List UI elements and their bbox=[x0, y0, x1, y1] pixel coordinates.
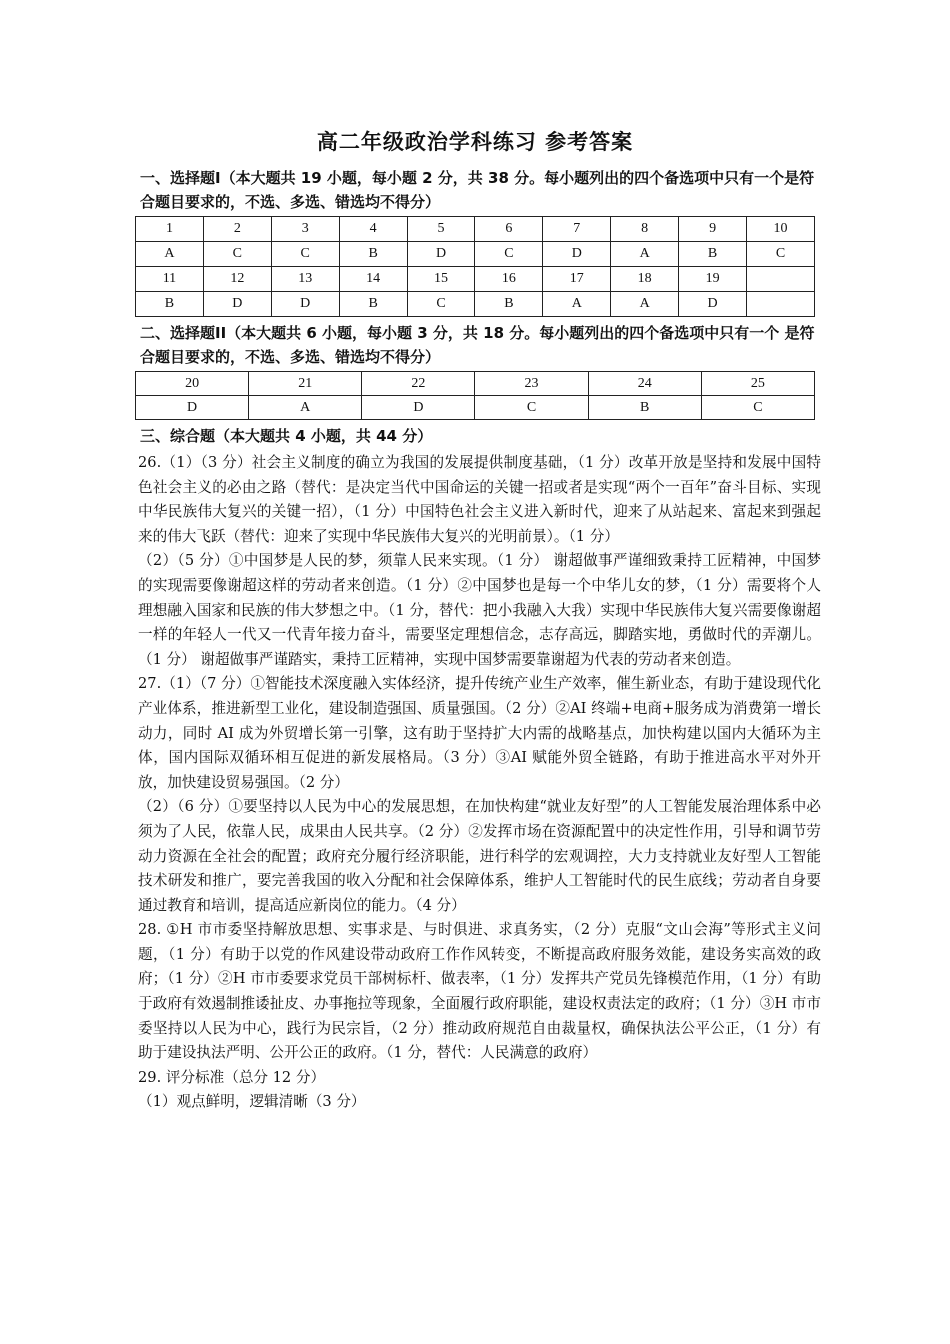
table-cell: 5 bbox=[407, 217, 475, 242]
section2-answer-table bbox=[135, 371, 815, 420]
table-cell: D bbox=[407, 242, 475, 267]
table-cell: C bbox=[701, 396, 814, 420]
table-row bbox=[136, 292, 815, 317]
table-cell: A bbox=[611, 292, 679, 317]
table-cell bbox=[747, 267, 815, 292]
answer-26-2: （2）（5 分）①中国梦是人民的梦，须靠人民来实现。（1 分） 谢超做事严谨细致秉持工匠精神，中国梦的实现需要像谢超这样的劳动者来创造。（1 分）②中国梦也是每一个中华儿女的梦，（1 分）需要将个人理想融入国家和民族的伟大梦想之中。（1 分，替代：把小我融入大我）实现中华民族伟大复兴需要像谢超一样的年轻人一代又一代青年接力奋斗，需要坚定理想信念，志存高远，脚踏实地，勇做时代的弄潮儿。（1 分） 谢超做事严谨踏实，秉持工匠精神，实现中国梦需要靠谢超为代表的劳动者来创造。 bbox=[138, 552, 821, 668]
table-cell: A bbox=[136, 242, 204, 267]
answer-29-1: （1）观点鲜明，逻辑清晰（3 分） bbox=[138, 1093, 366, 1111]
table-cell: 2 bbox=[203, 217, 271, 242]
table-cell: 14 bbox=[339, 267, 407, 292]
table-cell: 15 bbox=[407, 267, 475, 292]
answer-27-1: 27.（1）（7 分）①智能技术深度融入实体经济，提升传统产业生产效率，催生新业态，有助于建设现代化产业体系，推进新型工业化，建设制造强国、质量强国。（2 分）②AI 终端+电商+服务成为消费第一增长动力，同时 AI 成为外贸增长第一引擎，这有助于坚持扩大内需的战略基点，加快构建以国内大循环为主体，国内国际双循环相互促进的新发展格局。（3 分）③AI 赋能外贸全链路，有助于推进高水平对外开放，加快建设贸易强国。（2 分） bbox=[138, 675, 821, 791]
table-row bbox=[136, 267, 815, 292]
table-cell: 9 bbox=[679, 217, 747, 242]
table-row bbox=[136, 372, 815, 396]
table-cell: C bbox=[271, 242, 339, 267]
table-cell: 25 bbox=[701, 372, 814, 396]
section1-answer-table bbox=[135, 216, 815, 317]
answer-28: 28. ①H 市市委坚持解放思想、实事求是、与时俱进、求真务实，（2 分）克服“文山会海”等形式主义问题，（1 分）有助于以党的作风建设带动政府工作作风转变，不断提高政府服务效能，建设务实高效的政府；（1 分）②H 市市委要求党员干部树标杆、做表率，（1 分）发挥共产党员先锋模范作用，（1 分）有助于政府有效遏制推诿扯皮、办事拖拉等现象，全面履行政府职能，建设权责法定的政府；（1 分）③H 市市委坚持以人民为中心，践行为民宗旨，（2 分）推动政府规范自由裁量权，确保执法公平公正，（1 分）有助于建设执法严明、公开公正的政府。（1 分，替代：人民满意的政府） bbox=[138, 921, 821, 1062]
table-cell: D bbox=[203, 292, 271, 317]
table-cell: B bbox=[339, 242, 407, 267]
table-cell: 24 bbox=[588, 372, 701, 396]
table-cell: 3 bbox=[271, 217, 339, 242]
table-cell: D bbox=[271, 292, 339, 317]
table-cell: B bbox=[136, 292, 204, 317]
table-cell: B bbox=[339, 292, 407, 317]
table-cell: 20 bbox=[136, 372, 249, 396]
section2-heading: 二、选择题II（本大题共 6 小题，每小题 3 分，共 18 分。每小题列出的四个备选项中只有一个 是符合题目要求的，不选、多选、错选均不得分） bbox=[140, 324, 815, 366]
section2-table-body bbox=[136, 372, 815, 420]
table-cell: 21 bbox=[249, 372, 362, 396]
table-row bbox=[136, 242, 815, 267]
table-cell: 8 bbox=[611, 217, 679, 242]
table-cell: 13 bbox=[271, 267, 339, 292]
table-row bbox=[136, 217, 815, 242]
table-cell: C bbox=[407, 292, 475, 317]
table-cell: D bbox=[136, 396, 249, 420]
table-cell: 22 bbox=[362, 372, 475, 396]
table-cell: 19 bbox=[679, 267, 747, 292]
table-cell: C bbox=[475, 396, 588, 420]
table-cell: B bbox=[679, 242, 747, 267]
table-cell: C bbox=[475, 242, 543, 267]
table-row bbox=[136, 396, 815, 420]
table-cell: 11 bbox=[136, 267, 204, 292]
table-cell: 23 bbox=[475, 372, 588, 396]
table-cell: B bbox=[475, 292, 543, 317]
table-cell: 7 bbox=[543, 217, 611, 242]
page-title: 高二年级政治学科练习 参考答案 bbox=[316, 130, 634, 154]
table-cell: 17 bbox=[543, 267, 611, 292]
table-cell: 16 bbox=[475, 267, 543, 292]
table-cell: 12 bbox=[203, 267, 271, 292]
table-cell: D bbox=[362, 396, 475, 420]
table-cell: A bbox=[249, 396, 362, 420]
answer-29-header: 29. 评分标准（总分 12 分） bbox=[138, 1068, 326, 1086]
section3-answers bbox=[138, 451, 821, 1115]
section1-table-body bbox=[136, 217, 815, 317]
answer-27-2: （2）（6 分）①要坚持以人民为中心的发展思想，在加快构建“就业友好型”的人工智能发展治理体系中必须为了人民，依靠人民，成果由人民共享。（2 分）②发挥市场在资源配置中的决定性作用，引导和调节劳动力资源在全社会的配置；政府充分履行经济职能，进行科学的宏观调控，大力支持就业友好型人工智能技术研发和推广，要完善我国的收入分配和社会保障体系，维护人工智能时代的民生底线；劳动者自身要通过教育和培训，提高适应新岗位的能力。（4 分） bbox=[138, 798, 821, 914]
answer-26-1: 26.（1）（3 分）社会主义制度的确立为我国的发展提供制度基础，（1 分）改革开放是坚持和发展中国特色社会主义的必由之路（替代：是决定当代中国命运的关键一招或者是实现“两个一百年”奋斗目标、实现中华民族伟大复兴的关键一招），（1 分）中国特色社会主义进入新时代，迎来了从站起来、富起来到强起来的伟大飞跃（替代：迎来了实现中华民族伟大复兴的光明前景）。（1 分） bbox=[138, 454, 821, 545]
table-cell: A bbox=[543, 292, 611, 317]
table-cell: C bbox=[203, 242, 271, 267]
table-cell: 10 bbox=[747, 217, 815, 242]
table-cell: B bbox=[588, 396, 701, 420]
table-cell bbox=[747, 292, 815, 317]
table-cell: D bbox=[543, 242, 611, 267]
table-cell: A bbox=[611, 242, 679, 267]
section3-heading: 三、综合题（本大题共 4 小题，共 44 分） bbox=[140, 427, 433, 445]
table-cell: 18 bbox=[611, 267, 679, 292]
table-cell: 1 bbox=[136, 217, 204, 242]
section1-heading: 一、选择题I（本大题共 19 小题，每小题 2 分，共 38 分。每小题列出的四个备选项中只有一个是符合题目要求的，不选、多选、错选均不得分） bbox=[140, 169, 815, 211]
table-cell: 6 bbox=[475, 217, 543, 242]
table-cell: C bbox=[747, 242, 815, 267]
table-cell: 4 bbox=[339, 217, 407, 242]
table-cell: D bbox=[679, 292, 747, 317]
